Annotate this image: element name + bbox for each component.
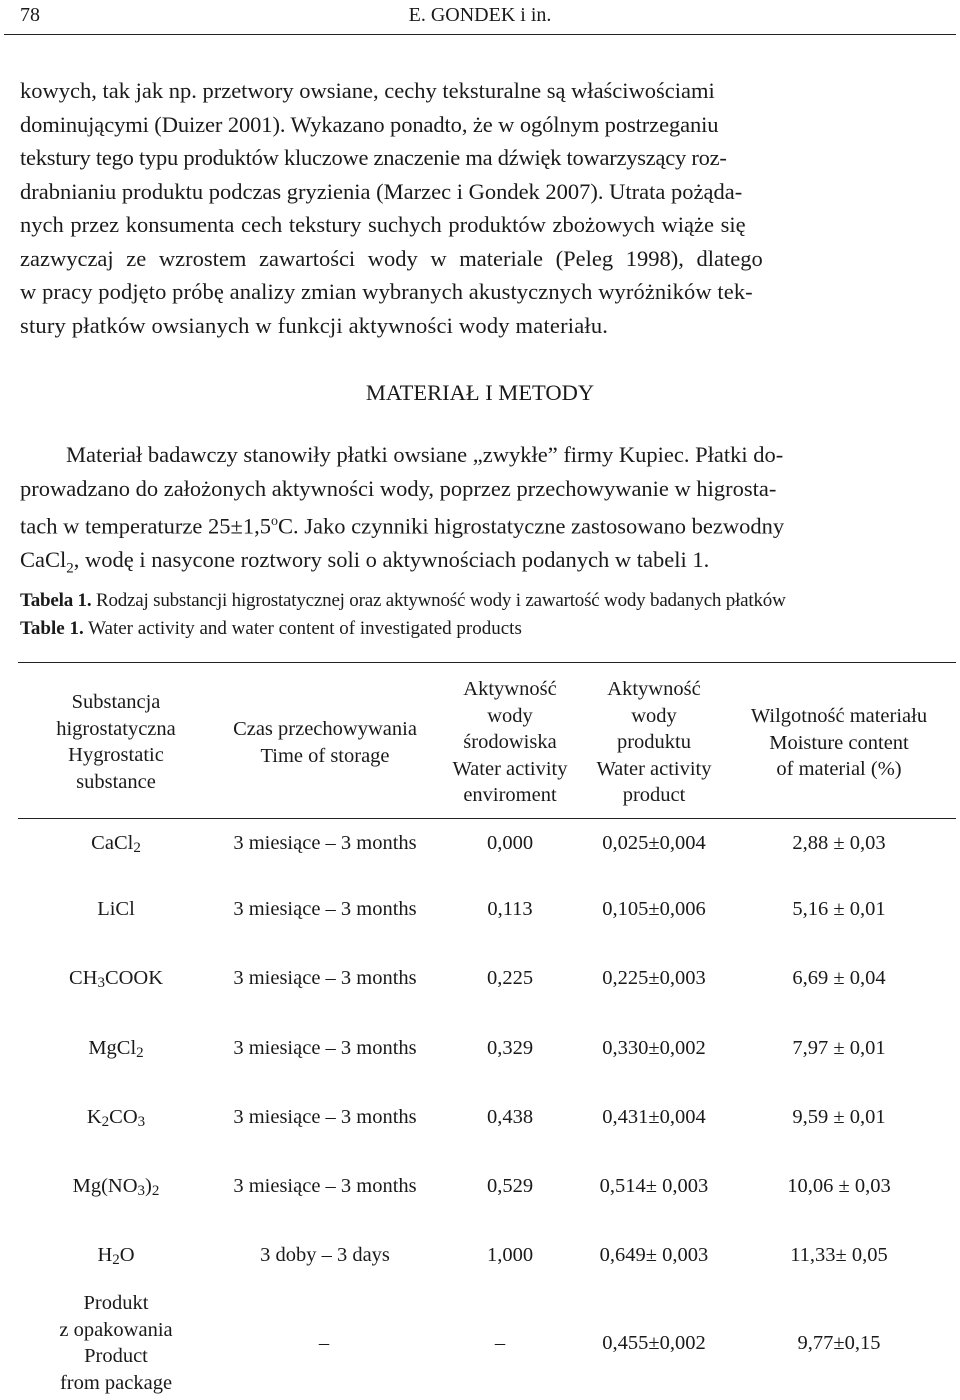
header-line: Aktywność: [607, 678, 701, 700]
formula-part: MgCl: [88, 1037, 137, 1059]
text-line: Materiał badawczy stanowiły płatki owsiane „zwykłe” firmy Kupiec. Płatki do-: [66, 442, 784, 467]
formula-subscript: 2: [136, 1045, 144, 1061]
table-cell-aw-env: 0,329: [486, 1037, 534, 1059]
header-line: higrostatyczna: [56, 717, 176, 740]
table-cell-storage: 3 doby – 3 days: [260, 1244, 390, 1266]
header-line: wody: [631, 704, 677, 727]
header-line: substance: [76, 770, 156, 793]
table-cell-storage: 3 miesiące – 3 months: [233, 898, 417, 920]
running-head: E. GONDEK i in.: [408, 4, 552, 26]
formula-subscript: 3: [137, 1114, 146, 1130]
table-cell-storage: 3 miesiące – 3 months: [233, 967, 417, 989]
text-segment: CaCl: [20, 547, 67, 572]
text-line: kowych, tak jak np. przetwory owsiane, cechy teksturalne są właściwościami: [20, 78, 715, 103]
table-cell-storage: 3 miesiące – 3 months: [233, 1037, 417, 1059]
header-substance: [20, 689, 212, 795]
methods-paragraph: [20, 438, 952, 586]
header-line: Hygrostatic: [68, 744, 164, 766]
table-caption-pl: [20, 590, 786, 612]
header-line: Wilgotność materiału: [750, 705, 928, 727]
header-aw-product: [582, 676, 726, 809]
text-line: dominującymi (Duizer 2001). Wykazano ponadto, że w ogólnym postrzeganiu: [20, 111, 719, 137]
text-line: prowadzano do założonych aktywności wody, poprzez przechowywanie w higrosta-: [20, 475, 777, 501]
text-line: stury płatków owsianych w funkcji aktywności wody materiału.: [20, 312, 609, 338]
caption-label: Tabela 1.: [20, 590, 92, 611]
table-cell-substance: [20, 1104, 212, 1136]
table-cell-aw-env: 0,438: [486, 1106, 534, 1128]
text-segment: , wodę i nasycone roztwory soli o aktywnościach podanych w tabeli 1.: [73, 547, 710, 572]
table-cell-aw-env: 0,113: [487, 898, 533, 920]
header-moisture: [726, 703, 952, 783]
table-cell-aw-product: 0,514± 0,003: [599, 1175, 709, 1197]
header-line: Time of storage: [260, 744, 390, 767]
formula-part: Mg(NO: [72, 1175, 138, 1197]
table-cell-moisture: 6,69 ± 0,04: [792, 967, 886, 989]
table-cell-moisture: 11,33± 0,05: [790, 1244, 888, 1266]
table-cell-aw-product: 0,025±0,004: [602, 832, 706, 854]
text-line: [20, 505, 952, 543]
header-line: enviroment: [463, 784, 557, 806]
header-line: Moisture content: [769, 731, 909, 754]
caption-text: Rodzaj substancji higrostatycznej oraz aktywność wody i zawartość wody badanych płatków: [91, 590, 786, 611]
formula-subscript: 2: [151, 1183, 160, 1199]
table-cell-moisture: 9,77±0,15: [797, 1332, 881, 1354]
formula-subscript: 2: [101, 1114, 110, 1130]
header-line: Water activity: [452, 757, 568, 780]
table-cell-aw-product: 0,455±0,002: [602, 1332, 706, 1354]
header-rule: [4, 34, 956, 35]
table-cell-storage: 3 miesiące – 3 months: [233, 1106, 417, 1128]
header-line: Czas przechowywania: [233, 718, 417, 740]
table-top-rule: [18, 662, 956, 663]
header-line: product: [622, 784, 686, 806]
formula-part: K: [86, 1106, 102, 1128]
header-line: wody: [487, 704, 533, 727]
formula-part: CH: [68, 967, 98, 989]
formula-part: COOK: [104, 967, 164, 989]
formula-part: H: [97, 1244, 113, 1266]
header-storage-time: [214, 716, 436, 769]
table-cell-moisture: 2,88 ± 0,03: [792, 832, 886, 854]
substance-line: Produkt: [83, 1292, 149, 1314]
table-cell-aw-env: 0,000: [486, 832, 534, 854]
header-aw-environment: [438, 676, 582, 809]
text-segment: C. Jako czynniki higrostatyczne zastosowano bezwodny: [278, 513, 785, 539]
table-cell-substance: [20, 1035, 212, 1067]
page-number: 78: [20, 4, 40, 26]
text-line: [20, 543, 952, 586]
caption-label: Table 1.: [20, 618, 84, 639]
text-line: zazwyczaj ze wzrostem zawartości wody w materiale (Peleg 1998), dlatego: [20, 245, 763, 271]
text-line: nych przez konsumenta cech tekstury suchych produktów zbożowych wiąże się: [20, 212, 746, 237]
formula-part: CaCl: [91, 832, 134, 854]
substance-line: Product: [84, 1345, 148, 1367]
table-header-rule: [18, 818, 956, 819]
table-cell-aw-product: 0,225±0,003: [602, 967, 706, 989]
table-cell-moisture: 10,06 ± 0,03: [787, 1175, 891, 1197]
table-cell-aw-env: 0,225: [486, 967, 534, 989]
header-line: Substancja: [71, 691, 161, 713]
substance-line: z opakowania: [59, 1318, 173, 1341]
section-heading: MATERIAŁ I METODY: [365, 380, 595, 405]
table-cell-moisture: 5,16 ± 0,01: [792, 898, 886, 920]
caption-text: Water activity and water content of investigated products: [83, 618, 522, 639]
header-line: produktu: [616, 731, 692, 753]
table-cell-aw-env: 1,000: [486, 1244, 534, 1266]
table-cell-aw-product: 0,649± 0,003: [599, 1244, 709, 1266]
table-cell-aw-env: –: [494, 1332, 506, 1354]
table-cell-substance: LiCl: [97, 898, 135, 920]
table-cell-storage: 3 miesiące – 3 months: [233, 832, 417, 854]
table-cell-substance: [20, 1290, 212, 1396]
substance-line: from package: [59, 1371, 173, 1394]
header-line: of material (%): [776, 758, 902, 780]
page-header: [0, 0, 960, 36]
table-caption-en: [20, 618, 522, 640]
table-cell-storage: 3 miesiące – 3 months: [233, 1175, 417, 1197]
text-line: w pracy podjęto próbę analizy zmian wybranych akustycznych wyróżników tek-: [20, 279, 753, 304]
subscript: 2: [66, 560, 74, 577]
formula-part: O: [119, 1244, 135, 1266]
table-cell-aw-env: 0,529: [486, 1175, 534, 1197]
text-segment: tach w temperaturze 25±1,5: [20, 513, 271, 539]
header-line: Water activity: [596, 757, 712, 780]
text-line: tekstury tego typu produktów kluczowe znaczenie ma dźwięk towarzyszący roz-: [20, 145, 727, 170]
table-cell-aw-product: 0,105±0,006: [602, 898, 706, 920]
table-cell-substance: [20, 1173, 212, 1205]
table-cell-storage: –: [318, 1332, 330, 1354]
table-cell-aw-product: 0,431±0,004: [602, 1106, 706, 1128]
table-cell-aw-product: 0,330±0,002: [602, 1037, 706, 1059]
text-line: drabnianiu produktu podczas gryzienia (Marzec i Gondek 2007). Utrata pożąda-: [20, 178, 743, 204]
table-cell-moisture: 7,97 ± 0,01: [792, 1037, 886, 1059]
formula-part: CO: [109, 1106, 138, 1128]
header-line: Aktywność: [463, 678, 557, 700]
formula-subscript: 2: [112, 1252, 120, 1268]
table-cell-substance: [20, 1242, 212, 1274]
formula-subscript: 2: [133, 840, 141, 856]
superscript: o: [271, 514, 278, 529]
table-cell-moisture: 9,59 ± 0,01: [792, 1106, 886, 1128]
header-line: środowiska: [463, 731, 557, 753]
table-cell-substance: [20, 965, 212, 997]
formula-subscript: 3: [97, 975, 105, 991]
intro-paragraph: [20, 74, 952, 342]
table-cell-substance: [20, 830, 212, 862]
formula-part: ): [145, 1175, 152, 1197]
formula-subscript: 3: [137, 1183, 146, 1199]
